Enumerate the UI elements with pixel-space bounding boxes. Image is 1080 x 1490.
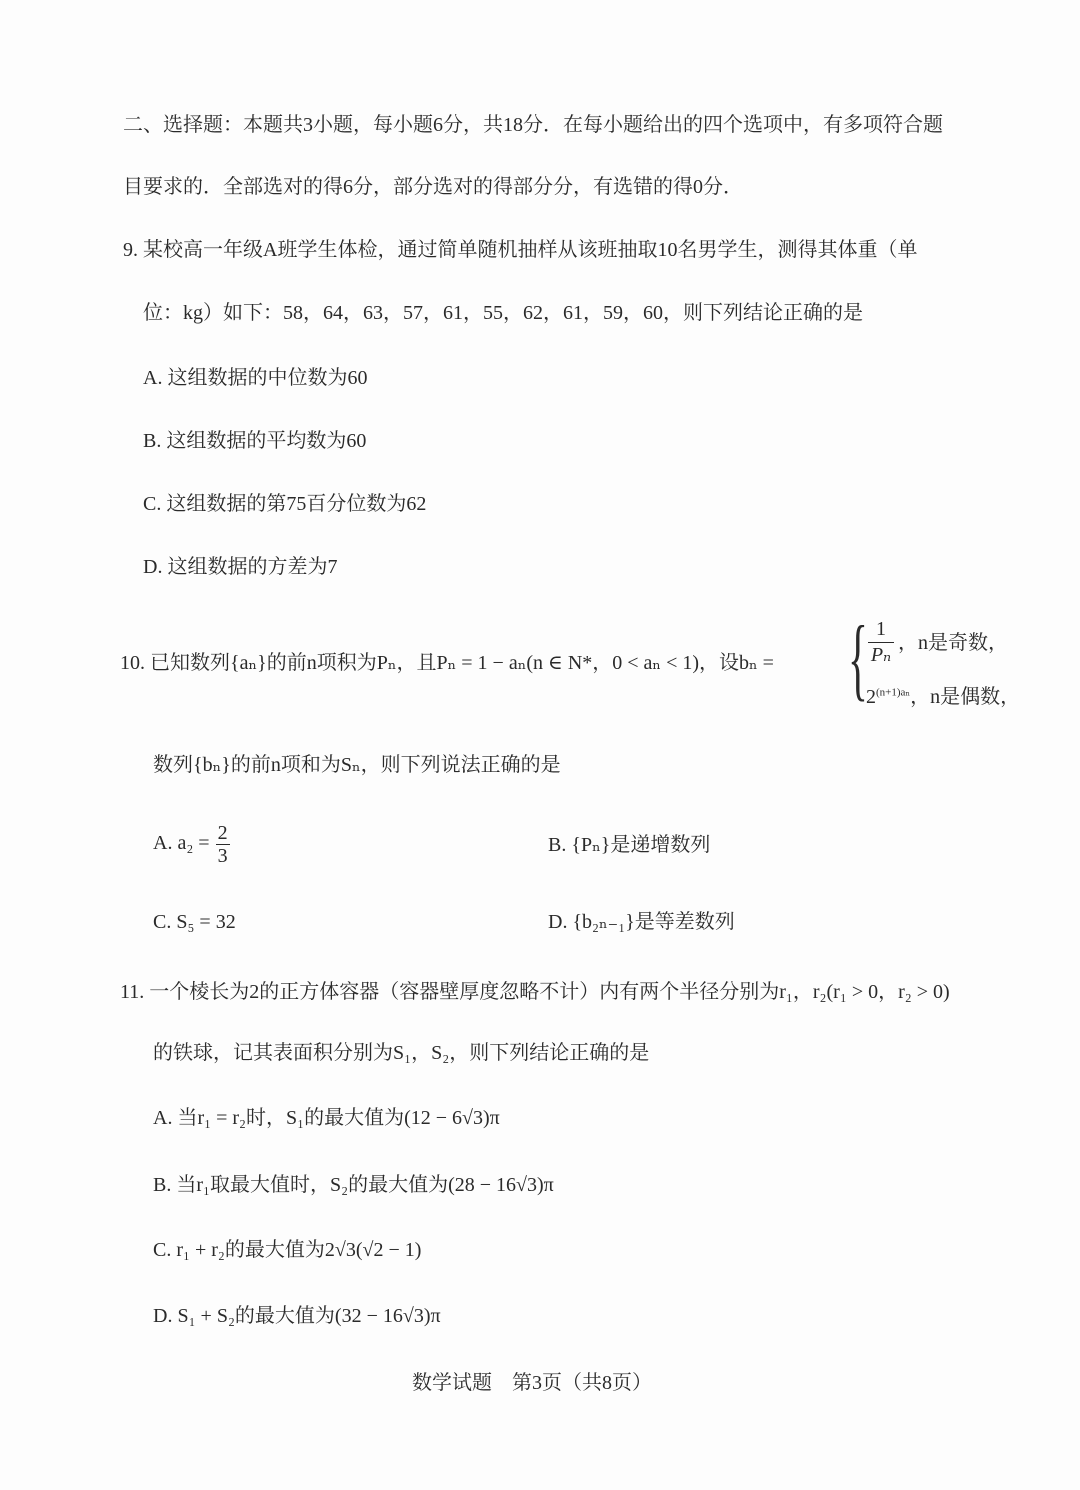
question-9-text: 位：kg）如下：58，64，63，57，61，55，62，61，59，60，则下列结论正确的是	[143, 302, 863, 324]
q9-option-b: B. 这组数据的平均数为60	[143, 430, 367, 452]
q10-option-d: D. {b₂ₙ₋₁}是等差数列	[548, 911, 735, 933]
left-brace: {	[848, 607, 868, 709]
denominator: Pₙ	[870, 644, 892, 666]
section-header-line: 目要求的．全部选对的得6分，部分选对的得部分分，有选错的得0分．	[123, 176, 743, 198]
q10-option-b: B. {Pₙ}是递增数列	[548, 834, 711, 856]
case-odd-condition: ，n是奇数，	[898, 632, 1008, 654]
option-a-label: A. a₂ =	[153, 832, 210, 854]
q10-option-c: C. S₅ = 32	[153, 911, 236, 933]
question-11-text: 的铁球，记其表面积分别为S₁，S₂，则下列结论正确的是	[153, 1042, 650, 1064]
case-even	[866, 680, 1020, 709]
page-footer: 数学试题 第3页（共8页）	[412, 1372, 652, 1394]
piecewise-definition	[848, 607, 1048, 712]
question-11-text: 11. 一个棱长为2的正方体容器（容器壁厚度忽略不计）内有两个半径分别为r₁，r₂(r₁ > 0，r₂ > 0)	[120, 981, 950, 1003]
numerator: 1	[868, 616, 894, 643]
q11-option-b: B. 当r₁取最大值时，S₂的最大值为(28 − 16√3)π	[153, 1174, 554, 1196]
base: 2	[866, 686, 876, 708]
denominator: 3	[217, 844, 228, 867]
case-even-condition: ，n是偶数，	[910, 686, 1021, 708]
numerator: 2	[217, 821, 228, 844]
q9-option-a: A. 这组数据的中位数为60	[143, 367, 368, 389]
q11-option-c: C. r₁ + r₂的最大值为2√3(√2 − 1)	[153, 1239, 422, 1261]
section-header-line: 二、选择题：本题共3小题，每小题6分，共18分．在每小题给出的四个选项中，有多项符合题	[123, 114, 943, 136]
question-10-text: 10. 已知数列{aₙ}的前n项积为Pₙ，且Pₙ = 1 − aₙ(n ∈ N*，0 < aₙ < 1)，设bₙ =	[120, 652, 774, 674]
fraction	[216, 822, 230, 867]
fraction	[868, 616, 894, 667]
exponent: (n+1)aₙ	[876, 686, 911, 699]
q11-option-d: D. S₁ + S₂的最大值为(32 − 16√3)π	[153, 1305, 441, 1327]
question-10-text: 数列{bₙ}的前n项和为Sₙ，则下列说法正确的是	[153, 754, 561, 776]
question-9-text: 9. 某校高一年级A班学生体检，通过简单随机抽样从该班抽取10名男学生，测得其体重（单	[123, 239, 918, 261]
q11-option-a: A. 当r₁ = r₂时，S₁的最大值为(12 − 6√3)π	[153, 1107, 500, 1129]
q10-option-a	[153, 818, 230, 868]
q9-option-d: D. 这组数据的方差为7	[143, 556, 338, 578]
q9-option-c: C. 这组数据的第75百分位数为62	[143, 493, 427, 515]
